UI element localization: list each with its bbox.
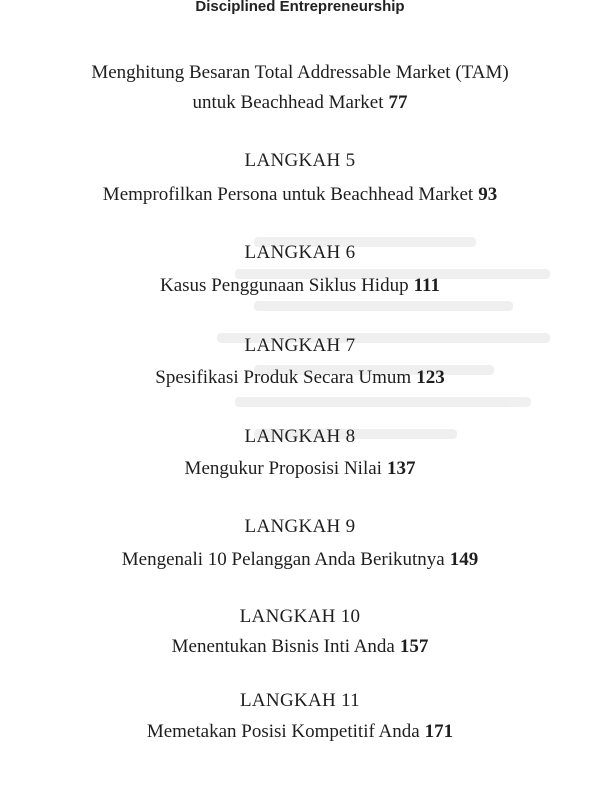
toc-page-number: 149	[449, 549, 479, 570]
toc-entry-title: Memetakan Posisi Kompetitif Anda	[146, 721, 420, 742]
toc-page-number: 157	[399, 636, 429, 657]
toc-page-number: 123	[416, 367, 445, 388]
toc-entry-tam-line1[interactable]	[0, 62, 600, 84]
toc-entry-step-11[interactable]	[0, 721, 600, 743]
toc-page-number: 93	[478, 184, 498, 205]
toc-entry-title: Memprofilkan Persona untuk Beachhead Market	[102, 184, 474, 205]
toc-entry-title: Spesifikasi Produk Secara Umum	[155, 367, 412, 388]
toc-page-number: 77	[388, 92, 408, 113]
toc-page-number: 137	[386, 458, 416, 479]
toc-entry-step-5[interactable]	[0, 184, 600, 206]
step-label-6: LANGKAH 6	[244, 242, 356, 263]
toc-entry-step-7[interactable]	[0, 367, 600, 389]
step-label-5: LANGKAH 5	[244, 150, 356, 171]
toc-entry-title: Menentukan Bisnis Inti Anda	[171, 636, 395, 657]
toc-page-number: 111	[413, 275, 440, 296]
running-header: Disciplined Entrepreneurship	[195, 0, 405, 15]
toc-entry-step-6[interactable]	[0, 275, 600, 297]
toc-entry-title: Mengukur Proposisi Nilai	[184, 458, 382, 479]
toc-entry-step-9[interactable]	[0, 549, 600, 571]
step-label-7: LANGKAH 7	[244, 335, 356, 356]
toc-page-number: 171	[424, 721, 454, 742]
step-label-11: LANGKAH 11	[240, 690, 360, 711]
toc-entry-tam-line2[interactable]	[0, 92, 600, 114]
step-label-10: LANGKAH 10	[239, 606, 361, 627]
step-label-9: LANGKAH 9	[244, 516, 356, 537]
toc-entry-title: Menghitung Besaran Total Addressable Market (TAM)	[91, 62, 509, 83]
toc-entry-step-10[interactable]	[0, 636, 600, 658]
toc-entry-title: Kasus Penggunaan Siklus Hidup	[160, 275, 409, 296]
toc-entry-title: Mengenali 10 Pelanggan Anda Berikutnya	[121, 549, 445, 570]
step-label-8: LANGKAH 8	[244, 426, 356, 447]
toc-entry-title: untuk Beachhead Market	[192, 92, 384, 113]
toc-entry-step-8[interactable]	[0, 458, 600, 480]
